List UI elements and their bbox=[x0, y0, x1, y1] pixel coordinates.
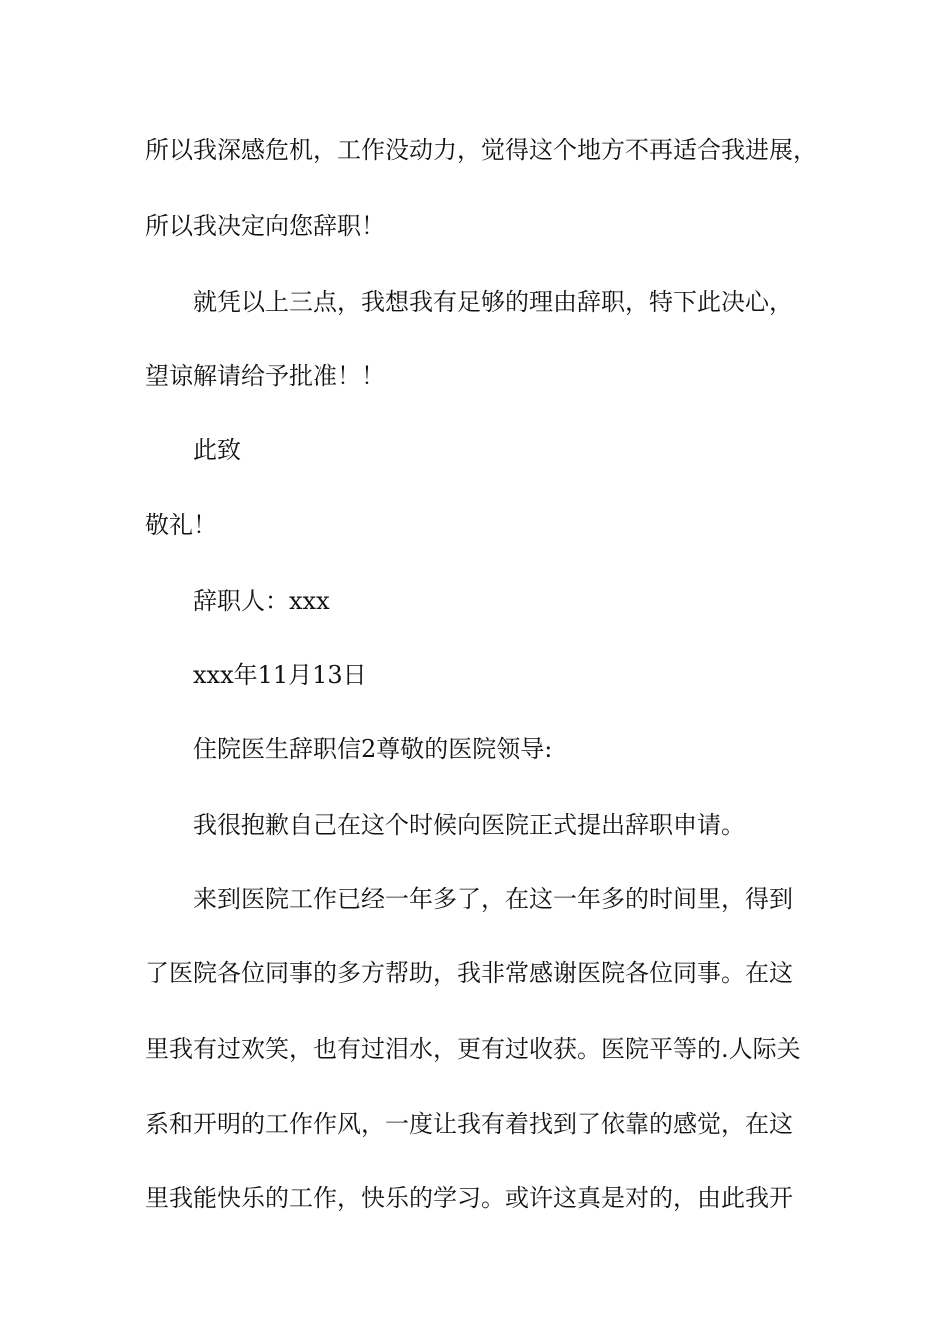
date-line: xxx年11月13日 bbox=[193, 661, 367, 689]
letter-heading: 住院医生辞职信2尊敬的医院领导: bbox=[193, 735, 553, 763]
text-line: 系和开明的工作作风，一度让我有着找到了依靠的感觉，在这 bbox=[145, 1110, 793, 1138]
text-line: 里我有过欢笑，也有过泪水，更有过收获。医院平等的.人际关 bbox=[145, 1035, 801, 1063]
closing-salutation: 此致 bbox=[193, 436, 241, 464]
text-line: 所以我决定向您辞职！ bbox=[145, 212, 385, 240]
closing-respect: 敬礼！ bbox=[145, 511, 217, 539]
paragraph-start-line: 来到医院工作已经一年多了，在这一年多的时间里，得到 bbox=[193, 885, 793, 913]
signature-line: 辞职人：xxx bbox=[193, 587, 330, 615]
text-line: 所以我深感危机，工作没动力，觉得这个地方不再适合我进展， bbox=[145, 136, 817, 164]
text-line: 里我能快乐的工作，快乐的学习。或许这真是对的，由此我开 bbox=[145, 1184, 793, 1212]
paragraph-start-line: 就凭以上三点，我想我有足够的理由辞职，特下此决心， bbox=[193, 288, 793, 316]
text-line: 了医院各位同事的多方帮助，我非常感谢医院各位同事。在这 bbox=[145, 959, 793, 987]
text-line: 望谅解请给予批准！！ bbox=[145, 362, 385, 390]
paragraph-start-line: 我很抱歉自己在这个时候向医院正式提出辞职申请。 bbox=[193, 811, 745, 839]
